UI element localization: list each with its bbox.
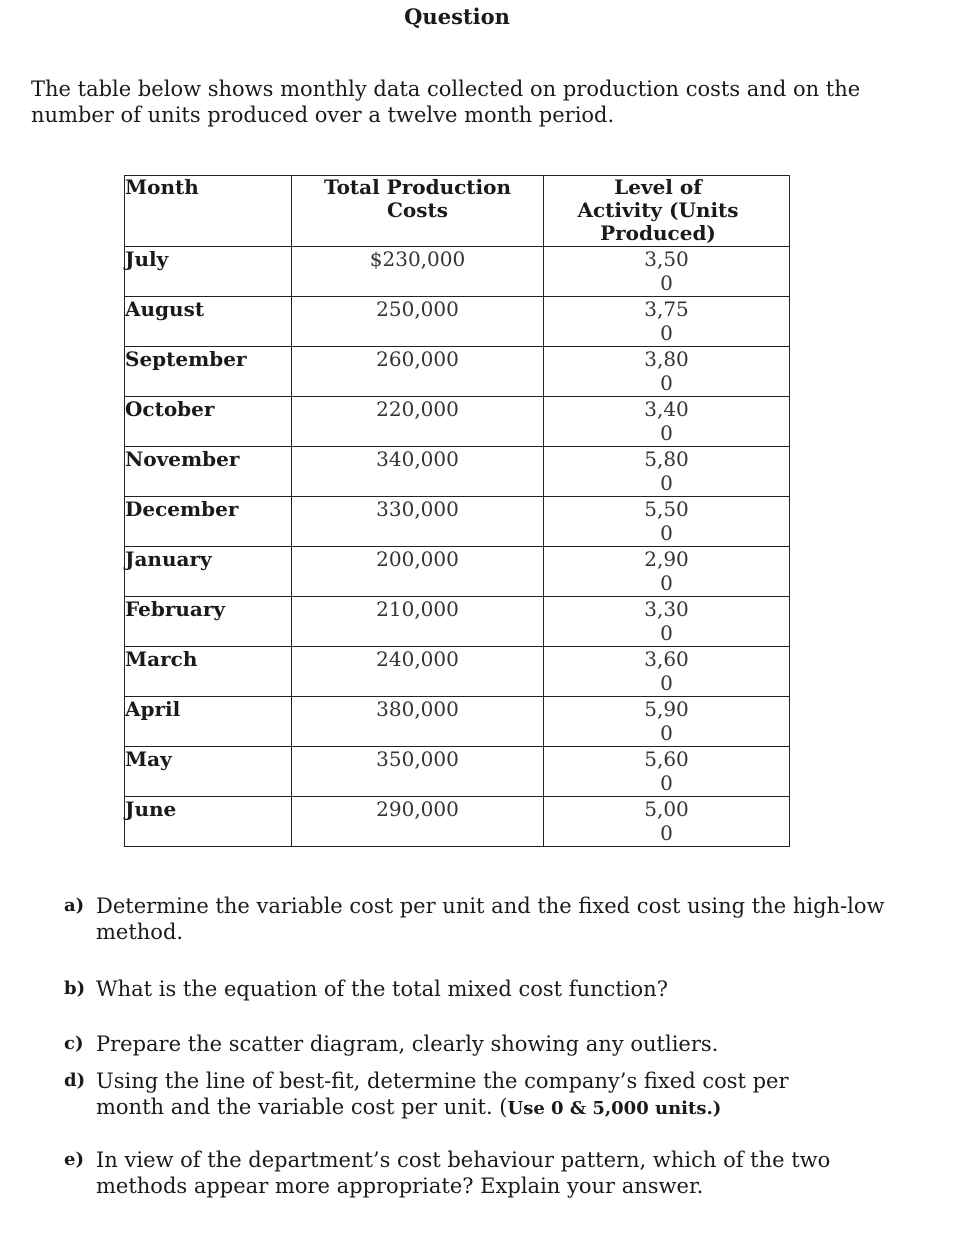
cell-units: 2,900 xyxy=(544,547,790,597)
cell-units: 3,300 xyxy=(544,597,790,647)
cell-total-cost: 220,000 xyxy=(292,397,544,447)
question-text: Using the line of best-fit, determine the company’s fixed cost per month and the variable cost per unit. (Use 0 & 5,000 units.) xyxy=(96,1069,789,1119)
table-row xyxy=(125,747,790,797)
table-row xyxy=(125,397,790,447)
question-emphasis: Use 0 & 5,000 units.) xyxy=(507,1098,722,1119)
cell-total-cost: 200,000 xyxy=(292,547,544,597)
cell-month: June xyxy=(125,797,292,847)
table-row xyxy=(125,347,790,397)
question-label: b) xyxy=(64,978,86,999)
cell-units: 5,900 xyxy=(544,697,790,747)
table-row xyxy=(125,297,790,347)
cell-month: April xyxy=(125,697,292,747)
cell-month: September xyxy=(125,347,292,397)
intro-paragraph: The table below shows monthly data collected on production costs and on the number of units produced over a twelve month period. xyxy=(31,77,861,127)
cell-units: 3,750 xyxy=(544,297,790,347)
table-row xyxy=(125,647,790,697)
table-row xyxy=(125,797,790,847)
cell-month: July xyxy=(125,247,292,297)
table-row xyxy=(125,547,790,597)
cell-units: 3,800 xyxy=(544,347,790,397)
cell-units: 5,600 xyxy=(544,747,790,797)
cell-total-cost: 240,000 xyxy=(292,647,544,697)
question-text: What is the equation of the total mixed cost function? xyxy=(96,977,668,1001)
question-label: c) xyxy=(64,1033,84,1054)
question-label: d) xyxy=(64,1070,86,1091)
cell-month: March xyxy=(125,647,292,697)
header-level-of-activity: Level of Activity (Units Produced) xyxy=(544,176,790,247)
cell-units: 5,500 xyxy=(544,497,790,547)
cell-month: February xyxy=(125,597,292,647)
cell-total-cost: 350,000 xyxy=(292,747,544,797)
cell-month: January xyxy=(125,547,292,597)
cell-total-cost: 340,000 xyxy=(292,447,544,497)
cell-total-cost: 290,000 xyxy=(292,797,544,847)
cell-month: August xyxy=(125,297,292,347)
cell-units: 5,800 xyxy=(544,447,790,497)
cell-units: 3,600 xyxy=(544,647,790,697)
header-month: Month xyxy=(125,176,292,247)
table-row xyxy=(125,497,790,547)
table-row xyxy=(125,697,790,747)
cell-units: 3,400 xyxy=(544,397,790,447)
cell-total-cost: 260,000 xyxy=(292,347,544,397)
cell-total-cost: $230,000 xyxy=(292,247,544,297)
cell-units: 3,500 xyxy=(544,247,790,297)
table-row xyxy=(125,597,790,647)
cell-total-cost: 330,000 xyxy=(292,497,544,547)
cell-month: October xyxy=(125,397,292,447)
question-text: Prepare the scatter diagram, clearly showing any outliers. xyxy=(96,1032,719,1056)
cell-month: May xyxy=(125,747,292,797)
question-text: Determine the variable cost per unit and the fixed cost using the high-low method. xyxy=(96,894,885,944)
cell-month: November xyxy=(125,447,292,497)
cell-month: December xyxy=(125,497,292,547)
cell-total-cost: 380,000 xyxy=(292,697,544,747)
cell-total-cost: 210,000 xyxy=(292,597,544,647)
page-title: Question xyxy=(404,4,510,29)
header-total-production-costs: Total Production Costs xyxy=(292,176,544,247)
table-row xyxy=(125,247,790,297)
production-table xyxy=(124,175,790,847)
cell-total-cost: 250,000 xyxy=(292,297,544,347)
question-text: In view of the department’s cost behaviour pattern, which of the two methods appear more appropriate? Explain your answer. xyxy=(96,1148,831,1198)
table-header-row xyxy=(125,176,790,247)
cell-units: 5,000 xyxy=(544,797,790,847)
question-label: a) xyxy=(64,895,85,916)
question-label: e) xyxy=(64,1149,84,1170)
table-row xyxy=(125,447,790,497)
